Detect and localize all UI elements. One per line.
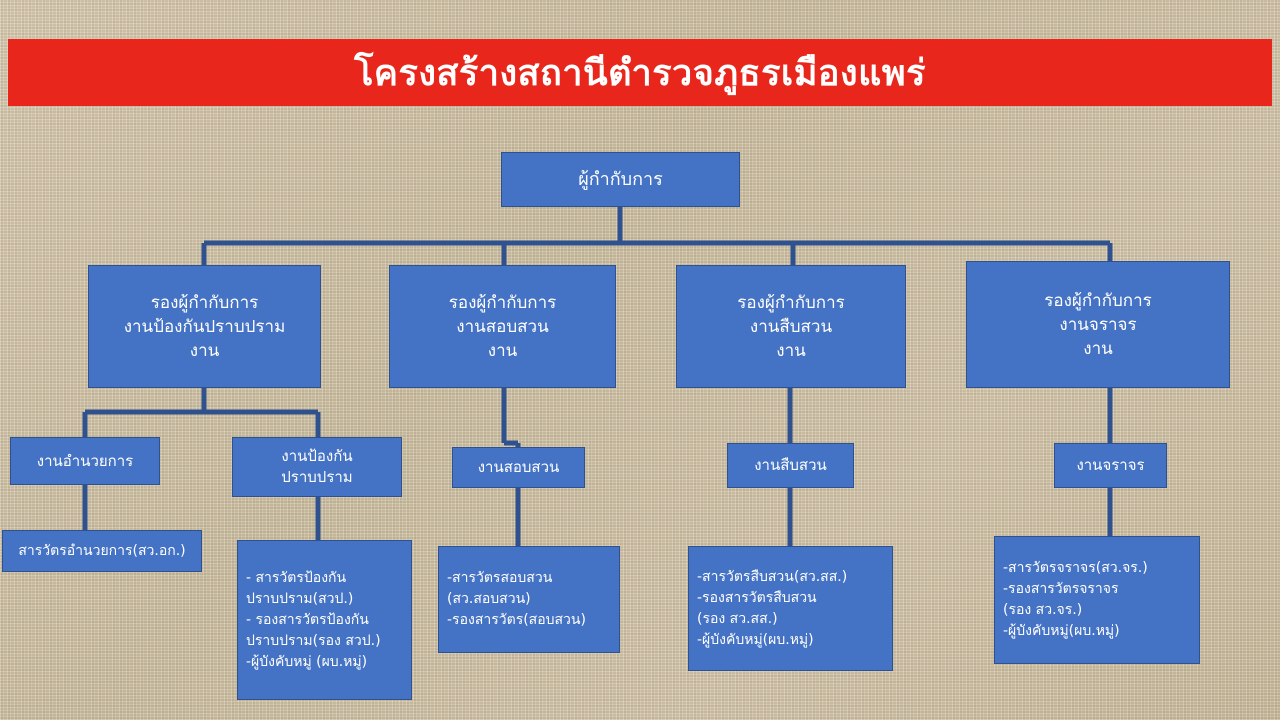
node-staff-inquiry[interactable] [688,546,893,671]
node-line: ปราบปราม(สวป.) [246,590,354,607]
node-line: รองผู้กำกับการ [150,292,259,313]
node-line: ผู้กำกับการ [578,169,663,190]
node-line: -รองสารวัตร(สอบสวน) [447,612,586,628]
node-line: -ผู้บังคับหมู่ (ผบ.หมู่) [246,653,368,670]
node-line: งานอำนวยการ [36,451,134,470]
node-work-investigation[interactable] [452,447,585,488]
node-work-traffic[interactable] [1054,443,1167,488]
node-staff-investigation[interactable] [438,546,620,653]
node-line: -ผู้บังคับหมู่(ผบ.หมู่) [697,631,814,648]
node-work-admin[interactable] [10,437,160,485]
page-title: โครงสร้างสถานีตำรวจภูธรเมืองแพร่ [354,53,926,94]
node-deputy-inquiry[interactable] [676,265,906,388]
node-line: -รองสารวัตรจราจร [1003,581,1119,597]
node-line: รองผู้กำกับการ [1044,290,1152,311]
node-line: ปราบปราม(รอง สวป.) [246,632,381,649]
node-line: งานสอบสวน [477,458,560,476]
node-line: - สารวัตรป้องกัน [246,569,347,586]
node-line: (รอง สว.สส.) [697,610,778,627]
node-line: - รองสารวัตรป้องกัน [246,611,369,628]
node-staff-admin[interactable] [2,530,202,572]
node-line: งาน [1083,338,1113,359]
node-line: -ผู้บังคับหมู่(ผบ.หมู่) [1003,623,1120,639]
node-line: งาน [487,340,518,361]
node-line: (รอง สว.จร.) [1003,602,1083,618]
node-line: -รองสารวัตรสืบสวน [697,589,817,606]
node-deputy-investigation[interactable] [389,265,616,388]
node-line: งานสอบสวน [456,316,549,337]
node-line: รองผู้กำกับการ [448,292,557,313]
node-line: งานป้องกัน [281,447,353,465]
node-line: -สารวัตรจราจร(สว.จร.) [1003,560,1148,576]
node-staff-prevention[interactable] [237,540,412,700]
node-line: งาน [776,340,806,361]
node-commander[interactable] [501,152,740,207]
node-line: งาน [189,340,220,361]
node-work-prevention[interactable] [232,437,402,497]
node-line: งานจราจร [1076,456,1145,474]
node-line: งานป้องกันปราบปราม [123,316,286,337]
node-line: งานสืบสวน [749,316,833,337]
title-banner [8,39,1272,106]
node-line: งานสืบสวน [754,456,827,474]
node-line: -สารวัตรสืบสวน(สว.สส.) [697,568,848,585]
node-staff-traffic[interactable] [994,536,1200,664]
node-line: (สว.สอบสวน) [447,591,531,607]
node-line: รองผู้กำกับการ [737,292,845,313]
node-line: งานจราจร [1059,314,1137,335]
node-line: ปราบปราม [281,468,353,486]
node-deputy-prevention[interactable] [88,265,321,388]
node-work-inquiry[interactable] [727,443,854,488]
node-line: สารวัตรอำนวยการ(สว.อก.) [18,542,186,559]
node-deputy-traffic[interactable] [966,261,1230,388]
node-line: -สารวัตรสอบสวน [447,570,553,586]
